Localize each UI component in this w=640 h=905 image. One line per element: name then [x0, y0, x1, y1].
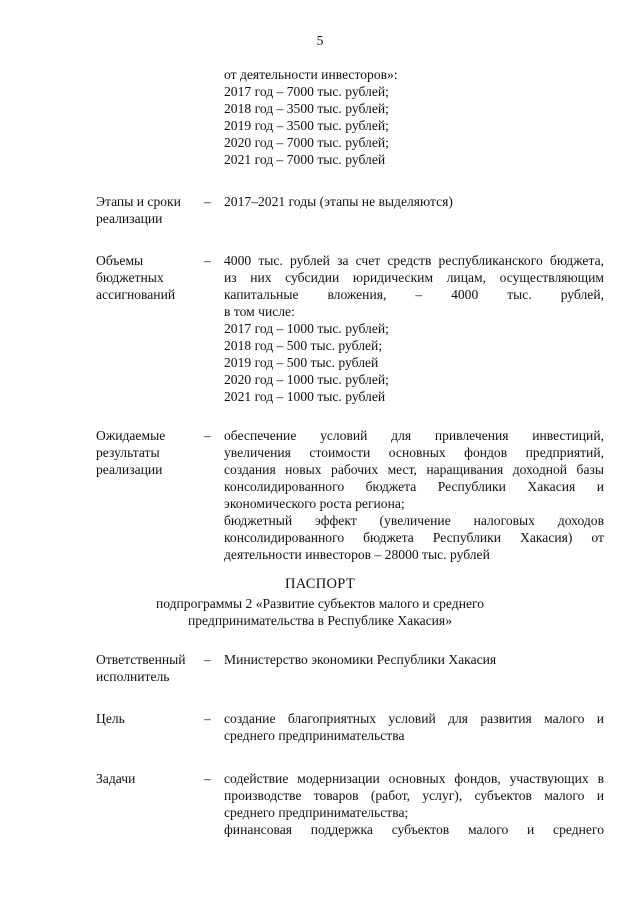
row-value-line: из них субсидии юридическим лицам, осуществляющим: [224, 270, 604, 285]
row-value-line: Министерство экономики Республики Хакасия: [224, 652, 497, 667]
row-label: реализации: [96, 462, 163, 477]
row-value-line: консолидированного бюджета Республики Хакасия) от: [224, 530, 604, 545]
row-expected-results: [96, 427, 606, 563]
row-value-line: среднего предпринимательства: [224, 728, 405, 743]
row-label: Этапы и сроки: [96, 194, 181, 209]
dash: –: [204, 428, 211, 443]
row-responsible: [96, 651, 606, 685]
row-value-line: обеспечение условий для привлечения инвестиций,: [224, 428, 604, 443]
row-value-line: содействие модернизации основных фондов, участвующих в: [224, 771, 604, 786]
row-value-line: увеличения стоимости основных фондов предприятий,: [224, 445, 604, 460]
continuation-line: 2019 год – 3500 тыс. рублей;: [224, 118, 389, 133]
dash: –: [204, 253, 211, 268]
row-budget: [96, 252, 606, 405]
passport-heading: [0, 576, 640, 629]
row-label: Задачи: [96, 771, 136, 786]
row-value-line: производстве товаров (работ, услуг), субъектов малого и: [224, 788, 604, 803]
continuation-line: 2017 год – 7000 тыс. рублей;: [224, 84, 389, 99]
row-label: Ответственный: [96, 652, 186, 667]
row-value-line: деятельности инвесторов – 28000 тыс. рублей: [224, 547, 490, 562]
passport-title: ПАСПОРТ: [284, 576, 356, 592]
continuation-line: 2021 год – 7000 тыс. рублей: [224, 152, 386, 167]
dash: –: [204, 771, 211, 786]
row-value-line: финансовая поддержка субъектов малого и среднего: [224, 822, 604, 837]
continuation-line: 2020 год – 7000 тыс. рублей;: [224, 135, 389, 150]
row-label: Ожидаемые: [96, 428, 166, 443]
row-value-line: капитальные вложения, – 4000 тыс. рублей,: [224, 287, 604, 302]
row-value-line: среднего предпринимательства;: [224, 805, 409, 820]
row-label: бюджетных: [96, 270, 164, 285]
row-label: реализации: [96, 211, 163, 226]
row-value-line: 2019 год – 500 тыс. рублей: [224, 355, 379, 370]
row-value-line: создания новых рабочих мест, наращивания доходной базы: [224, 462, 604, 477]
continuation-block: [96, 66, 606, 168]
continuation-line: 2018 год – 3500 тыс. рублей;: [224, 101, 389, 116]
passport-subtitle-line: предпринимательства в Республике Хакасия»: [187, 613, 452, 628]
row-value-line: 2018 год – 500 тыс. рублей;: [224, 338, 383, 353]
row-value-line: консолидированного бюджета Республики Хакасия и: [224, 479, 604, 494]
page-number: 5: [316, 33, 324, 48]
row-label: результаты: [96, 445, 160, 460]
row-label: ассигнований: [96, 287, 176, 302]
row-stages: [96, 193, 606, 227]
row-label: исполнитель: [96, 669, 170, 684]
row-label: Цель: [96, 711, 125, 726]
dash: –: [204, 194, 211, 209]
row-label: Объемы: [96, 253, 144, 268]
continuation-line: от деятельности инвесторов»:: [224, 67, 398, 82]
passport-subtitle-line: подпрограммы 2 «Развитие субъектов малого и среднего: [155, 596, 485, 611]
row-value-line: 2017–2021 годы (этапы не выделяются): [224, 194, 453, 209]
row-value-line: создание благоприятных условий для развития малого и: [224, 711, 604, 726]
row-value-line: в том числе:: [224, 304, 295, 319]
dash: –: [204, 652, 211, 667]
row-value-line: бюджетный эффект (увеличение налоговых доходов: [224, 513, 604, 528]
row-value-line: 4000 тыс. рублей за счет средств республиканского бюджета,: [224, 253, 604, 268]
row-tasks: [96, 770, 606, 838]
row-value-line: 2021 год – 1000 тыс. рублей: [224, 389, 386, 404]
row-goal: [96, 710, 606, 744]
dash: –: [204, 711, 211, 726]
row-value-line: 2020 год – 1000 тыс. рублей;: [224, 372, 389, 387]
row-value-line: 2017 год – 1000 тыс. рублей;: [224, 321, 389, 336]
row-value-line: экономического роста региона;: [224, 496, 405, 511]
